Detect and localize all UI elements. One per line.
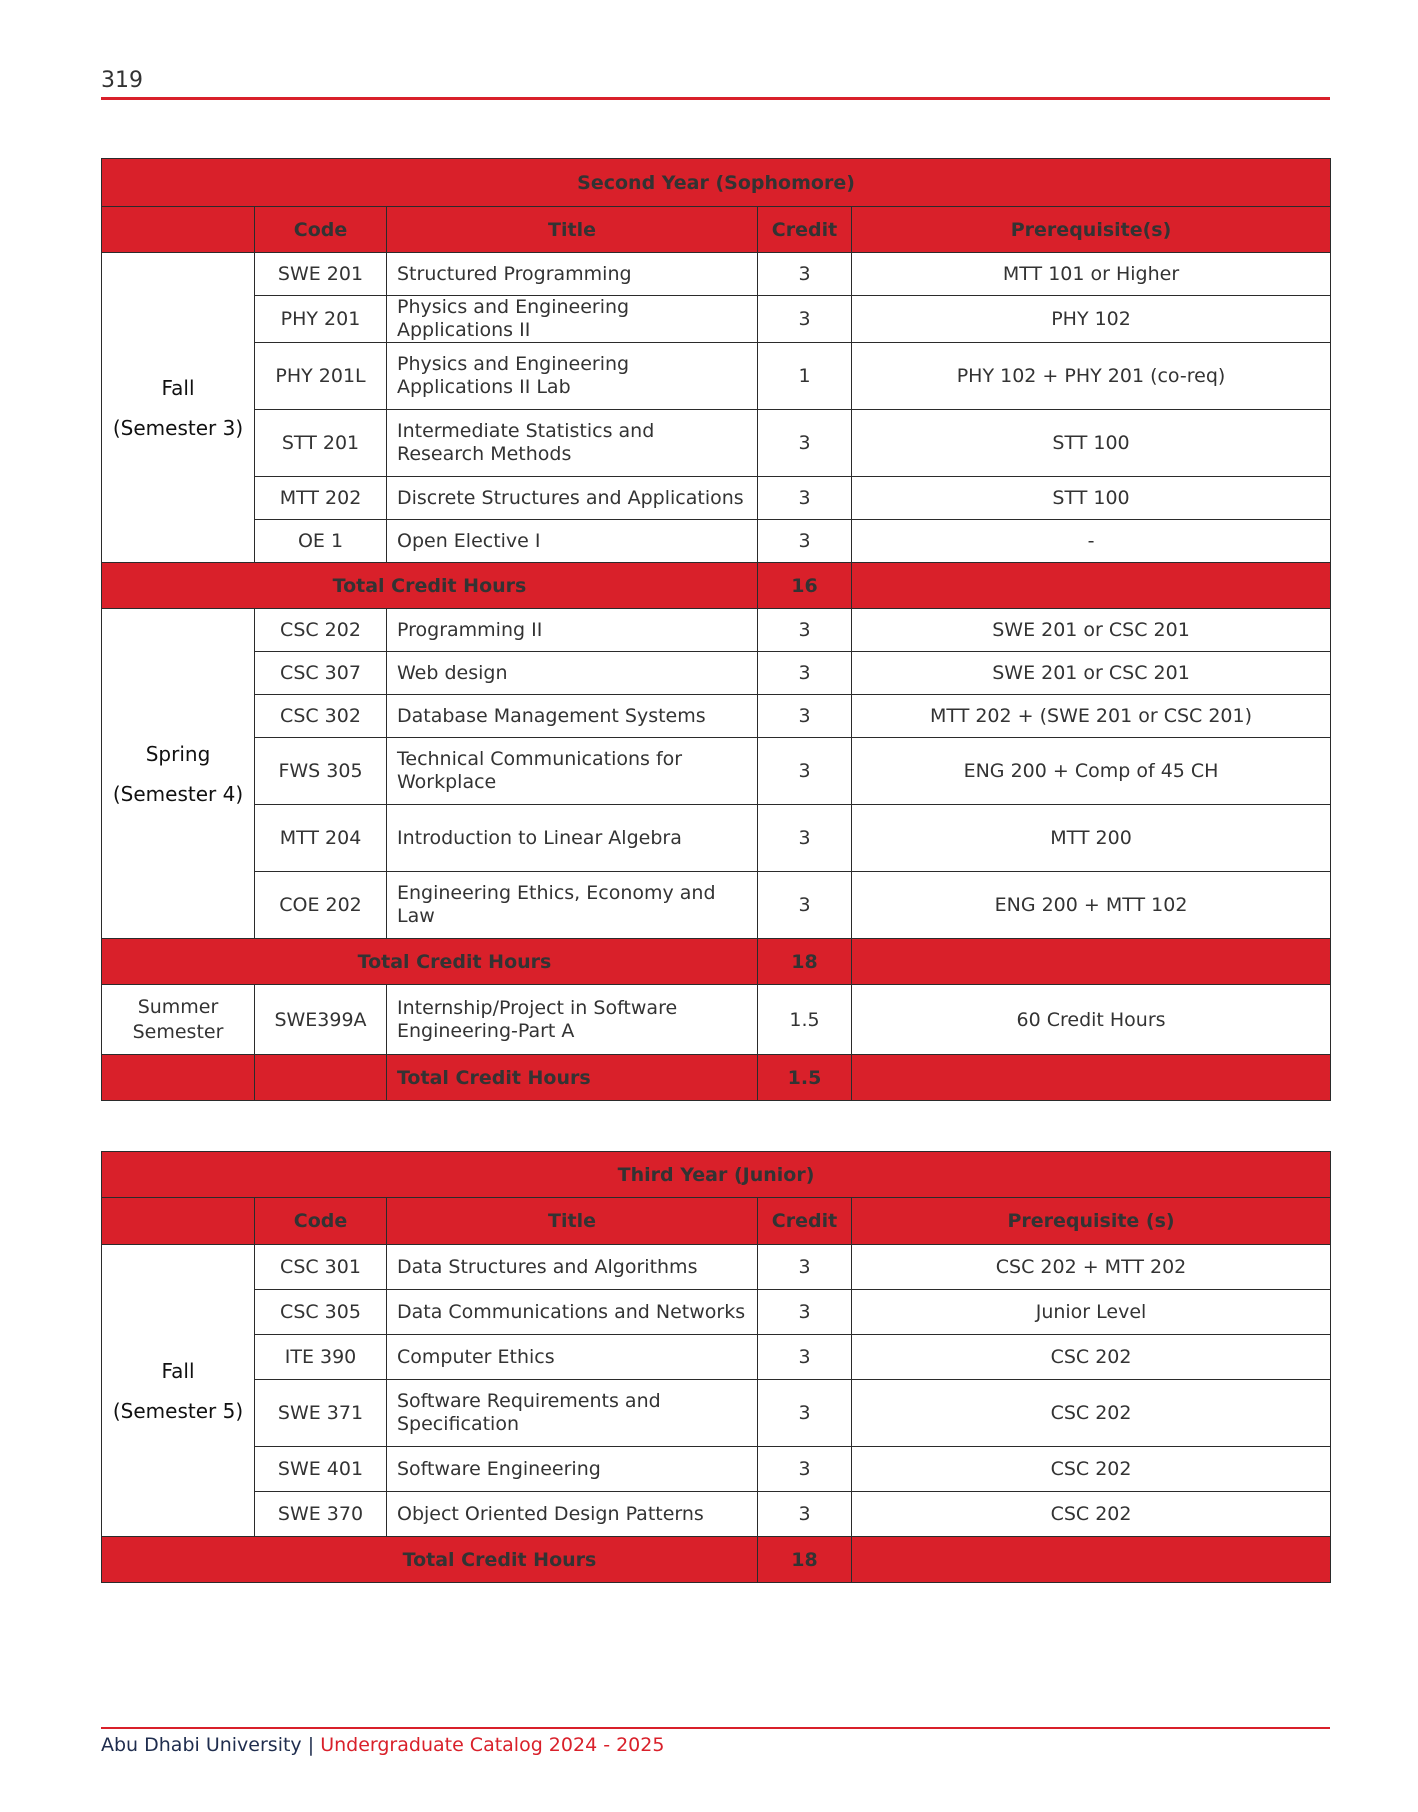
course-code: SWE 201 xyxy=(255,253,387,296)
course-prereq: ENG 200 + Comp of 45 CH xyxy=(852,738,1331,805)
footer-catalog: Undergraduate Catalog 2024 - 2025 xyxy=(320,1734,665,1756)
total-blank xyxy=(102,1055,255,1101)
course-credit: 3 xyxy=(758,738,852,805)
course-prereq: CSC 202 + MTT 202 xyxy=(852,1245,1331,1290)
course-title: Open Elective I xyxy=(387,520,758,563)
course-prereq: SWE 201 or CSC 201 xyxy=(852,652,1331,695)
table-row xyxy=(102,520,1331,563)
course-code: ITE 390 xyxy=(255,1335,387,1380)
course-prereq: PHY 102 xyxy=(852,296,1331,343)
course-prereq: CSC 202 xyxy=(852,1380,1331,1447)
total-row xyxy=(102,1055,1331,1101)
course-code: SWE399A xyxy=(255,985,387,1055)
course-prereq: SWE 201 or CSC 201 xyxy=(852,609,1331,652)
course-title: Object Oriented Design Patterns xyxy=(387,1492,758,1537)
table-title-row xyxy=(102,159,1331,207)
course-credit: 3 xyxy=(758,609,852,652)
total-label: Total Credit Hours xyxy=(387,1055,758,1101)
course-prereq: CSC 202 xyxy=(852,1335,1331,1380)
total-value: 18 xyxy=(758,939,852,985)
course-code: CSC 307 xyxy=(255,652,387,695)
third-year-table xyxy=(101,1151,1331,1583)
total-row xyxy=(102,563,1331,609)
header-title: Title xyxy=(387,1198,758,1245)
course-title: Software Engineering xyxy=(387,1447,758,1492)
total-value: 1.5 xyxy=(758,1055,852,1101)
total-row xyxy=(102,939,1331,985)
course-credit: 1.5 xyxy=(758,985,852,1055)
course-title: Structured Programming xyxy=(387,253,758,296)
course-title: Technical Communications for Workplace xyxy=(387,738,758,805)
table-row xyxy=(102,477,1331,520)
header-credit: Credit xyxy=(758,1198,852,1245)
course-title: Data Structures and Algorithms xyxy=(387,1245,758,1290)
semester-label-spring xyxy=(102,609,255,939)
total-label: Total Credit Hours xyxy=(102,939,758,985)
course-credit: 3 xyxy=(758,253,852,296)
course-credit: 3 xyxy=(758,695,852,738)
table-title-row xyxy=(102,1152,1331,1198)
table-row xyxy=(102,609,1331,652)
course-code: MTT 204 xyxy=(255,805,387,872)
course-code: CSC 301 xyxy=(255,1245,387,1290)
second-year-table xyxy=(101,158,1331,1101)
course-prereq: CSC 202 xyxy=(852,1492,1331,1537)
table-row xyxy=(102,1335,1331,1380)
footer-org: Abu Dhabi University xyxy=(101,1734,302,1756)
course-title: Physics and Engineering Applications II xyxy=(387,296,758,343)
table-row xyxy=(102,695,1331,738)
course-prereq: STT 100 xyxy=(852,477,1331,520)
header-title: Title xyxy=(387,207,758,253)
course-title: Software Requirements and Specification xyxy=(387,1380,758,1447)
table-row xyxy=(102,296,1331,343)
course-code: CSC 202 xyxy=(255,609,387,652)
course-title: Web design xyxy=(387,652,758,695)
semester-name: Fall xyxy=(161,1358,195,1383)
course-credit: 3 xyxy=(758,652,852,695)
total-label: Total Credit Hours xyxy=(102,563,758,609)
course-credit: 3 xyxy=(758,1245,852,1290)
semester-label-summer: Summer Semester xyxy=(102,985,255,1055)
course-prereq: CSC 202 xyxy=(852,1447,1331,1492)
semester-name: Spring xyxy=(145,741,211,766)
course-title: Data Communications and Networks xyxy=(387,1290,758,1335)
page-number: 319 xyxy=(101,68,143,93)
course-prereq: MTT 101 or Higher xyxy=(852,253,1331,296)
header-prereq: Prerequisite(s) xyxy=(852,207,1331,253)
table-row xyxy=(102,1245,1331,1290)
course-credit: 3 xyxy=(758,520,852,563)
course-code: CSC 302 xyxy=(255,695,387,738)
header-blank xyxy=(102,1198,255,1245)
total-value: 16 xyxy=(758,563,852,609)
footer-separator: | xyxy=(307,1734,315,1756)
course-prereq: - xyxy=(852,520,1331,563)
column-header-row xyxy=(102,207,1331,253)
semester-number: (Semester 4) xyxy=(112,781,244,806)
course-credit: 3 xyxy=(758,872,852,939)
table-row xyxy=(102,985,1331,1055)
course-code: SWE 370 xyxy=(255,1492,387,1537)
course-code: OE 1 xyxy=(255,520,387,563)
course-prereq: 60 Credit Hours xyxy=(852,985,1331,1055)
course-code: STT 201 xyxy=(255,410,387,477)
header-credit: Credit xyxy=(758,207,852,253)
table-row xyxy=(102,1447,1331,1492)
course-title: Computer Ethics xyxy=(387,1335,758,1380)
course-credit: 3 xyxy=(758,805,852,872)
total-row xyxy=(102,1537,1331,1583)
course-credit: 3 xyxy=(758,1380,852,1447)
semester-label-fall xyxy=(102,1245,255,1537)
header-code: Code xyxy=(255,207,387,253)
table-title: Third Year (Junior) xyxy=(102,1152,1331,1198)
course-code: PHY 201L xyxy=(255,343,387,410)
course-title: Programming II xyxy=(387,609,758,652)
table-row xyxy=(102,343,1331,410)
course-code: COE 202 xyxy=(255,872,387,939)
course-title: Intermediate Statistics and Research Methods xyxy=(387,410,758,477)
course-prereq: PHY 102 + PHY 201 (co-req) xyxy=(852,343,1331,410)
course-credit: 3 xyxy=(758,1492,852,1537)
header-rule xyxy=(101,97,1330,100)
header-prereq: Prerequisite (s) xyxy=(852,1198,1331,1245)
total-blank xyxy=(852,1055,1331,1101)
column-header-row xyxy=(102,1198,1331,1245)
total-label: Total Credit Hours xyxy=(102,1537,758,1583)
semester-number: (Semester 5) xyxy=(112,1398,244,1423)
course-prereq: Junior Level xyxy=(852,1290,1331,1335)
semester-label-fall xyxy=(102,253,255,563)
header-code: Code xyxy=(255,1198,387,1245)
table-row xyxy=(102,872,1331,939)
total-blank xyxy=(852,1537,1331,1583)
course-prereq: STT 100 xyxy=(852,410,1331,477)
course-code: CSC 305 xyxy=(255,1290,387,1335)
course-credit: 3 xyxy=(758,410,852,477)
table-title: Second Year (Sophomore) xyxy=(102,159,1331,207)
course-code: SWE 401 xyxy=(255,1447,387,1492)
course-credit: 3 xyxy=(758,1290,852,1335)
course-title: Engineering Ethics, Economy and Law xyxy=(387,872,758,939)
course-code: MTT 202 xyxy=(255,477,387,520)
course-credit: 1 xyxy=(758,343,852,410)
table-row xyxy=(102,652,1331,695)
total-blank xyxy=(852,563,1331,609)
course-title: Introduction to Linear Algebra xyxy=(387,805,758,872)
course-credit: 3 xyxy=(758,296,852,343)
total-blank xyxy=(255,1055,387,1101)
course-title: Internship/Project in Software Engineering-Part A xyxy=(387,985,758,1055)
table-row xyxy=(102,738,1331,805)
table-row xyxy=(102,253,1331,296)
table-row xyxy=(102,410,1331,477)
footer-rule xyxy=(101,1727,1330,1729)
course-code: FWS 305 xyxy=(255,738,387,805)
course-prereq: MTT 202 + (SWE 201 or CSC 201) xyxy=(852,695,1331,738)
total-value: 18 xyxy=(758,1537,852,1583)
table-row xyxy=(102,1290,1331,1335)
table-row xyxy=(102,805,1331,872)
course-title: Database Management Systems xyxy=(387,695,758,738)
total-blank xyxy=(852,939,1331,985)
header-blank xyxy=(102,207,255,253)
footer xyxy=(101,1734,664,1756)
course-title: Physics and Engineering Applications II Lab xyxy=(387,343,758,410)
course-title: Discrete Structures and Applications xyxy=(387,477,758,520)
semester-name: Fall xyxy=(161,375,195,400)
course-credit: 3 xyxy=(758,477,852,520)
semester-number: (Semester 3) xyxy=(112,415,244,440)
course-credit: 3 xyxy=(758,1335,852,1380)
course-code: PHY 201 xyxy=(255,296,387,343)
table-row xyxy=(102,1380,1331,1447)
course-code: SWE 371 xyxy=(255,1380,387,1447)
course-prereq: ENG 200 + MTT 102 xyxy=(852,872,1331,939)
course-prereq: MTT 200 xyxy=(852,805,1331,872)
course-credit: 3 xyxy=(758,1447,852,1492)
table-row xyxy=(102,1492,1331,1537)
